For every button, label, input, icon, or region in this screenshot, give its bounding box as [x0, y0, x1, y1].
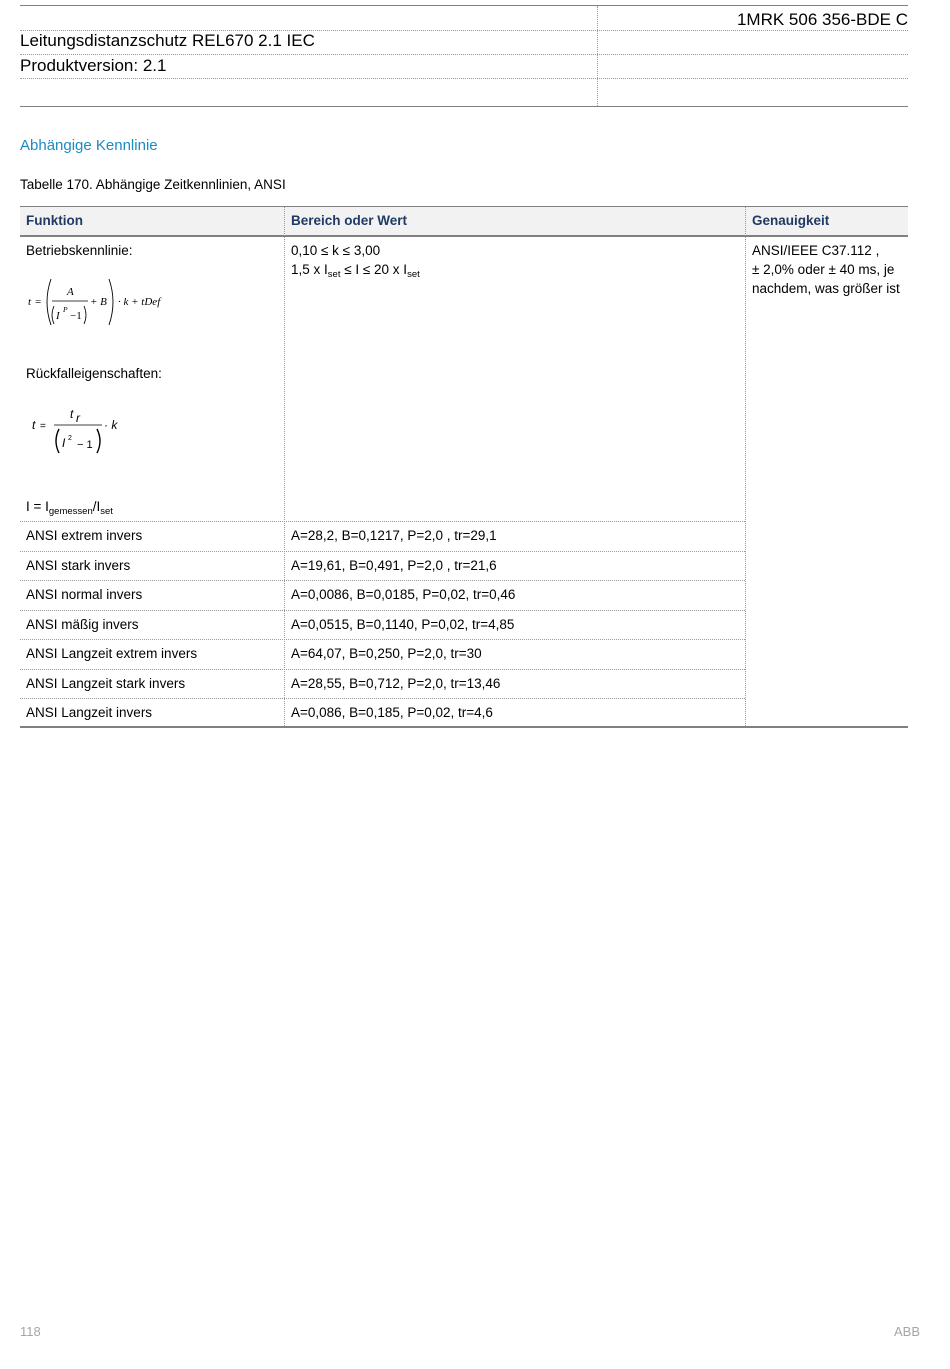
row-ansi-long-time-very-inverse-name: ANSI Langzeit stark invers	[26, 676, 186, 691]
reset-characteristic-label: Rückfalleigenschaften:	[26, 366, 162, 381]
row-ansi-moderately-inverse-name: ANSI mäßig invers	[26, 617, 139, 632]
accuracy-tolerance: ± 2,0% oder ± 40 ms, je	[752, 262, 895, 277]
table-header-row	[20, 207, 908, 237]
formula-i: I	[56, 310, 60, 322]
formula-square: 2	[68, 435, 72, 442]
row-ansi-long-time-very-inverse-value: A=28,55, B=0,712, P=2,0, tr=13,46	[291, 676, 501, 691]
document-id: 1MRK 506 356-BDE C	[736, 10, 908, 29]
formula-tr-r: r	[76, 411, 80, 425]
formula-equals: =	[40, 421, 46, 432]
column-separator	[745, 207, 746, 726]
paren-right	[97, 429, 100, 453]
formula-k: · k	[104, 418, 118, 432]
paren-right	[84, 306, 86, 324]
row-separator	[20, 639, 745, 640]
row-separator	[20, 580, 745, 581]
row-ansi-long-time-inverse-name: ANSI Langzeit invers	[26, 705, 153, 720]
formula-tr-t: t	[70, 407, 74, 421]
row-separator	[20, 521, 745, 522]
section-title: Abhängige Kennlinie	[20, 137, 158, 154]
characteristics-table	[20, 206, 908, 728]
big-paren-left	[47, 279, 51, 325]
formula-k-tdef: · k + tDef	[118, 296, 161, 308]
paren-left	[52, 306, 54, 324]
row-ansi-long-time-extremely-inverse-value: A=64,07, B=0,250, P=2,0, tr=30	[291, 646, 482, 661]
formula-a: A	[67, 286, 74, 298]
row-ansi-very-inverse-value: A=19,61, B=0,491, P=2,0 , tr=21,6	[291, 558, 497, 573]
row-ansi-normal-inverse-value: A=0,0086, B=0,0185, P=0,02, tr=0,46	[291, 587, 516, 602]
table-caption: Tabelle 170. Abhängige Zeitkennlinien, ANSI	[20, 177, 286, 192]
current-range: 1,5 x $I_{set} \le I \le 20$ x $I_{set}$	[291, 262, 420, 280]
formula-plus-b: + B	[90, 296, 107, 308]
operate-formula	[26, 275, 176, 331]
header-rule	[20, 54, 908, 55]
formula-equals: =	[35, 296, 42, 308]
big-paren-right	[109, 279, 113, 325]
column-header-range: Bereich oder Wert	[291, 213, 408, 228]
paren-left	[56, 429, 59, 453]
operate-characteristic-label: Betriebskennlinie:	[26, 243, 133, 258]
formula-p: P	[63, 305, 68, 314]
formula-t: t	[28, 296, 32, 308]
row-ansi-moderately-inverse-value: A=0,0515, B=0,1140, P=0,02, tr=4,85	[291, 617, 515, 632]
column-header-function: Funktion	[26, 213, 83, 228]
k-range: 0,10 ≤ k ≤ 3,00	[291, 243, 381, 258]
product-version: Produktversion: 2.1	[20, 56, 167, 75]
row-separator	[20, 698, 745, 699]
current-definition: $I = I_{gemessen}/I_{set}$	[26, 499, 113, 517]
header-divider	[597, 6, 598, 106]
row-ansi-long-time-extremely-inverse-name: ANSI Langzeit extrem invers	[26, 646, 198, 661]
row-ansi-long-time-inverse-value: A=0,086, B=0,185, P=0,02, tr=4,6	[291, 705, 493, 720]
row-separator	[20, 669, 745, 670]
formula-minus-one: −1	[70, 310, 82, 322]
page-number: 118	[20, 1324, 41, 1339]
document-title: Leitungsdistanzschutz REL670 2.1 IEC	[20, 31, 315, 50]
reset-formula	[26, 403, 146, 459]
formula-t: t	[32, 418, 36, 432]
accuracy-standard: ANSI/IEEE C37.112 ,	[752, 243, 880, 258]
row-separator	[20, 551, 745, 552]
row-separator	[20, 610, 745, 611]
column-header-accuracy: Genauigkeit	[752, 213, 830, 228]
accuracy-note: nachdem, was größer ist	[752, 281, 900, 296]
row-ansi-extremely-inverse-value: A=28,2, B=0,1217, P=2,0 , tr=29,1	[291, 528, 497, 543]
row-ansi-normal-inverse-name: ANSI normal invers	[26, 587, 143, 602]
row-ansi-very-inverse-name: ANSI stark invers	[26, 558, 131, 573]
column-separator	[284, 207, 285, 726]
header-rule	[20, 78, 908, 79]
brand-name: ABB	[893, 1324, 920, 1339]
formula-i: I	[62, 436, 66, 450]
document-header	[20, 5, 908, 107]
row-ansi-extremely-inverse-name: ANSI extrem invers	[26, 528, 143, 543]
formula-minus-one: − 1	[77, 439, 93, 451]
